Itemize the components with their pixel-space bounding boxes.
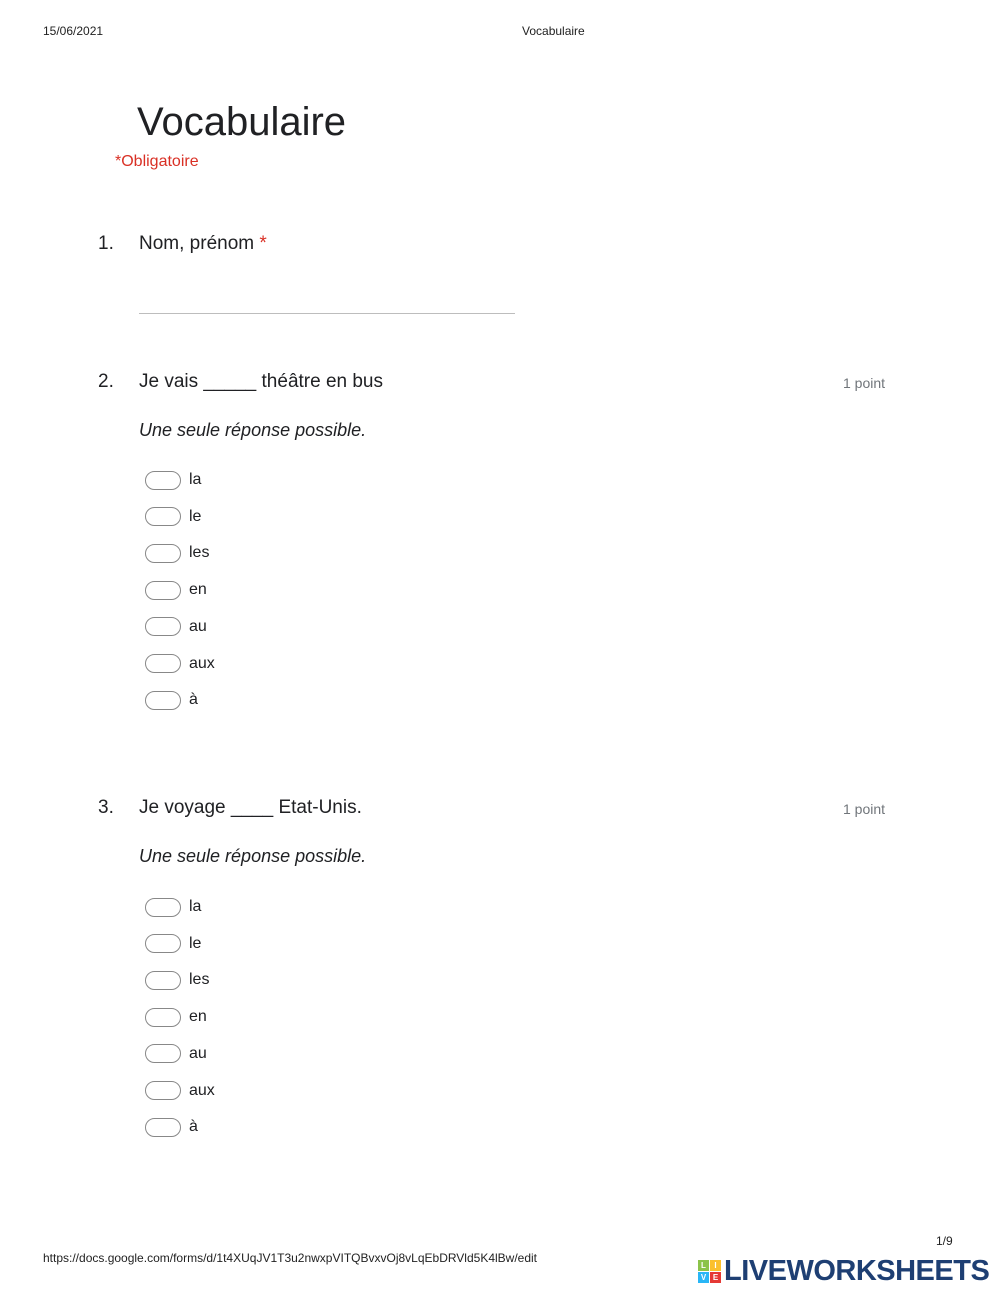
radio-option[interactable]: [145, 469, 201, 491]
radio-button[interactable]: [145, 971, 181, 990]
question-points: 1 point: [843, 375, 886, 391]
radio-option[interactable]: [145, 579, 207, 601]
question-number: 1.: [98, 233, 114, 254]
logo-letter: I: [710, 1260, 721, 1271]
option-label: au: [189, 617, 207, 635]
radio-button[interactable]: [145, 934, 181, 953]
print-date: 15/06/2021: [43, 24, 104, 38]
print-doc-title: Vocabulaire: [522, 24, 585, 38]
radio-option[interactable]: [145, 1006, 207, 1028]
radio-button[interactable]: [145, 471, 181, 490]
radio-button[interactable]: [145, 654, 181, 673]
logo-text: LIVEWORKSHEETS: [724, 1255, 990, 1287]
logo-icon: [698, 1260, 721, 1283]
question-points: 1 point: [843, 801, 886, 817]
question-hint: Une seule réponse possible.: [139, 420, 367, 440]
required-star: *: [259, 233, 267, 254]
radio-option[interactable]: [145, 506, 201, 528]
logo-letter: E: [710, 1272, 721, 1283]
question-number: 2.: [98, 371, 114, 392]
radio-option[interactable]: [145, 1116, 198, 1138]
radio-button[interactable]: [145, 1118, 181, 1137]
name-input-line[interactable]: [139, 313, 515, 314]
question-hint: Une seule réponse possible.: [139, 846, 367, 866]
radio-option[interactable]: [145, 933, 201, 955]
radio-button[interactable]: [145, 898, 181, 917]
option-label: au: [189, 1044, 207, 1062]
radio-button[interactable]: [145, 581, 181, 600]
option-label: aux: [189, 1081, 215, 1099]
option-label: les: [189, 971, 210, 989]
logo-letter: V: [698, 1272, 709, 1283]
question-text: Je voyage ____ Etat-Unis.: [139, 797, 362, 818]
option-label: en: [189, 1008, 207, 1026]
liveworksheets-logo: [698, 1256, 989, 1286]
option-label: les: [189, 544, 210, 562]
radio-button[interactable]: [145, 617, 181, 636]
option-label: la: [189, 471, 202, 488]
required-note: *Obligatoire: [115, 153, 199, 170]
option-label: à: [189, 1118, 198, 1136]
option-label: le: [189, 507, 202, 525]
radio-option[interactable]: [145, 689, 198, 711]
radio-button[interactable]: [145, 1008, 181, 1027]
option-label: à: [189, 691, 198, 709]
radio-option[interactable]: [145, 969, 209, 991]
radio-button[interactable]: [145, 691, 181, 710]
radio-option[interactable]: [145, 616, 207, 638]
logo-letter: L: [698, 1260, 709, 1271]
option-label: en: [189, 581, 207, 599]
radio-button[interactable]: [145, 1081, 181, 1100]
footer-url: https://docs.google.com/forms/d/1t4XUqJV1T3u2nwxpVITQBvxvOj8vLqEbDRVld5K4lBw/edit: [43, 1251, 538, 1265]
option-label: le: [189, 934, 202, 952]
question-number: 3.: [98, 797, 114, 818]
radio-option[interactable]: [145, 896, 201, 918]
question-label: Nom, prénom: [139, 233, 255, 254]
radio-button[interactable]: [145, 544, 181, 563]
radio-option[interactable]: [145, 1043, 207, 1065]
radio-option[interactable]: [145, 1080, 215, 1102]
form-title: Vocabulaire: [137, 100, 347, 144]
radio-button[interactable]: [145, 507, 181, 526]
option-label: aux: [189, 654, 215, 672]
option-label: la: [189, 898, 202, 915]
question-text: [139, 233, 267, 255]
radio-option[interactable]: [145, 542, 209, 564]
page-number: 1/9: [936, 1234, 953, 1248]
radio-option[interactable]: [145, 653, 215, 675]
question-text: Je vais _____ théâtre en bus: [139, 371, 384, 392]
radio-button[interactable]: [145, 1044, 181, 1063]
